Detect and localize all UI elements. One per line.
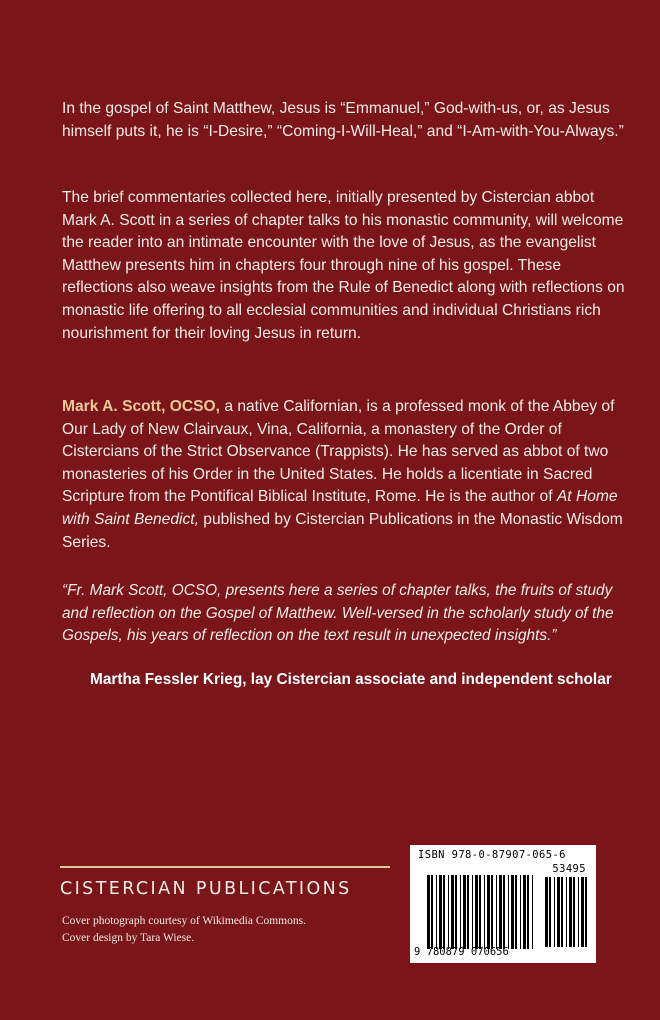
design-credit: Cover design by Tara Wiese. (62, 932, 195, 944)
price-code: 53495 (552, 863, 586, 875)
endorsement-attribution: Martha Fessler Krieg, lay Cistercian associate and independent scholar (90, 671, 612, 688)
isbn-barcode (410, 845, 596, 963)
author-bio-text-2: published by Cistercian Publications in the Monastic Wisdom Series. (62, 510, 623, 551)
photo-credit: Cover photograph courtesy of Wikimedia Commons. (62, 915, 306, 927)
endorsement-quote: “Fr. Mark Scott, OCSO, presents here a series of chapter talks, the fruits of study and reflection on the Gospel of Matthew. Well-versed in the scholarly study of the Gospels, his years of reflection on the text result in unexpected insights.” (62, 582, 614, 645)
publisher-name: CISTERCIAN PUBLICATIONS (60, 879, 352, 899)
author-name: Mark A. Scott, OCSO, (62, 398, 220, 415)
addon-barcode-bars (544, 877, 590, 947)
barcode-digits: 9 780879 070656 (414, 946, 509, 958)
description-paragraph-2: The brief commentaries collected here, initially presented by Cistercian abbot Mark A. Scott in a series of chapter talks to his monastic community, will welcome the reader into an intimate encounter with the love of Jesus, as the evangelist Matthew presents him in chapters four through nine of his gospel. These reflections also weave insights from the Rule of Benedict along with reflections on monastic life offering to all ecclesial communities and individual Christians rich nourishment for their loving Jesus in return. (62, 189, 625, 342)
author-bio-text-1: a native Californian, is a professed monk of the Abbey of Our Lady of New Clairvaux, Vina, California, a monastery of the Order of Cistercians of the Strict Observance (Trappists). He has served as abbot of two monasteries of his Order in the United States. He holds a licentiate in Sacred Scripture from the Pontifical Biblical Institute, Rome. He is the author of (62, 398, 615, 506)
author-bio (62, 396, 632, 554)
isbn-label: ISBN 978-0-87907-065-6 (418, 849, 566, 861)
publisher-divider (60, 866, 390, 868)
main-barcode-bars (426, 875, 536, 949)
author-book-title: At Home with Saint Benedict, (62, 488, 618, 528)
description-paragraph-1: In the gospel of Saint Matthew, Jesus is “Emmanuel,” God-with-us, or, as Jesus himself puts it, he is “I-Desire,” “Coming-I-Will-Heal,” and “I-Am-with-You-Always.” (62, 100, 624, 140)
cover-credits (62, 913, 306, 947)
